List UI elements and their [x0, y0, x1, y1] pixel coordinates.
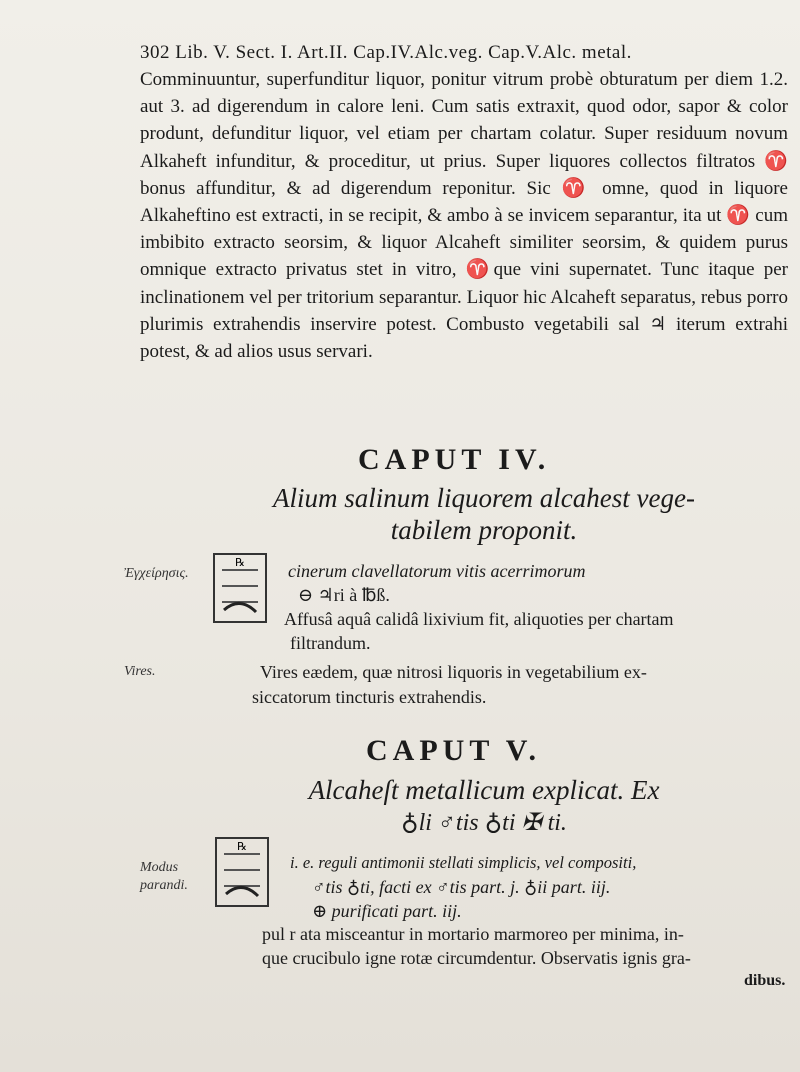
- chapter-iv-summary-line1: Alium salinum liquorem alcahest vege-: [273, 483, 695, 513]
- recipe1-line1: cinerum clavellatorum vitis acerrimorum: [288, 561, 586, 581]
- vires-line2: siccatorum tincturis extrahendis.: [252, 687, 487, 707]
- paragraph-comminuuntur: Comminuuntur, superfunditur liquor, ponitur vitrum probè obturatum per diem 1.2. aut 3. ad digerendum in calore leni. Cum satis extraxit, quod odor, sapor & color produnt, defunditur liquor, vel etiam per chartam colatur. Super residuum novum Alkaheft infunditur, & proceditur, ut prius. Super liquores collectos filtratos ♈ bonus affunditur, & ad digerendum reponitur. Sic ♈ omne, quod in liquore Alkaheftino est extracti, in se recipit, & ambo à se invicem separantur, ita ut ♈ cum imbibito extracto seorsim, & liquor Alcaheft similiter seorsim, & quidem purus omnique extracto privatus stet in vitro, ♈que vini supernatet. Tunc itaque per inclinationem vel per tritorium separantur. Liquor hic Alcaheft separatus, rebus porro plurimis extrahendis inservire potest. Combusto vegetabili sal ♃ iterum extrahi potest, & ad alios usus servari.: [140, 69, 788, 363]
- margin-note-modus: Modus: [140, 860, 179, 875]
- chapter-iv-heading: CAPUT IV.: [358, 443, 551, 476]
- chapter-v-summary-line1: Alcaheſt metallicum explicat. Ex: [308, 775, 660, 805]
- recipe-sign-icon: [212, 552, 268, 624]
- vires-line1: Vires eædem, quæ nitrosi liquoris in vegetabilium ex-: [260, 662, 647, 682]
- recipe1-line2: ⊖ ♃ri à ℔ß.: [298, 585, 390, 605]
- recipe-sign-icon: [214, 836, 270, 908]
- recipe2-line1: i. e. reguli antimonii stellati simplicis, vel compositi,: [290, 853, 637, 872]
- svg-text:℞: ℞: [237, 840, 247, 853]
- recipe2-line5: que crucibulo igne rotæ circumdentur. Observatis ignis gra-: [262, 948, 691, 968]
- recipe1-line4: filtrandum.: [290, 633, 371, 653]
- svg-text:℞: ℞: [235, 556, 245, 569]
- recipe1-line3: Affusâ aquâ calidâ lixivium fit, aliquoties per chartam: [284, 609, 674, 629]
- margin-note-encheiresis: Ἐγχείρησις.: [124, 566, 189, 581]
- margin-note-vires: Vires.: [124, 664, 156, 679]
- recipe2-line2: ♂tis ♁ti, facti ex ♂tis part. j. ♁ii part. iij.: [312, 877, 611, 897]
- running-header: 302 Lib. V. Sect. I. Art.II. Cap.IV.Alc.veg. Cap.V.Alc. metal.: [140, 42, 632, 63]
- catchword: dibus.: [744, 972, 786, 989]
- recipe2-line4: pul r ata misceantur in mortario marmoreo per minima, in-: [262, 924, 684, 944]
- margin-note-parandi: parandi.: [140, 878, 188, 893]
- chapter-iv-summary-line2: tabilem proponit.: [390, 515, 578, 545]
- recipe2-line3: ⊕ purificati part. iij.: [312, 901, 462, 921]
- chapter-v-heading: CAPUT V.: [366, 734, 542, 767]
- chapter-v-summary-line2: ♁li ♂tis ♁ti ✠ ti.: [401, 810, 567, 836]
